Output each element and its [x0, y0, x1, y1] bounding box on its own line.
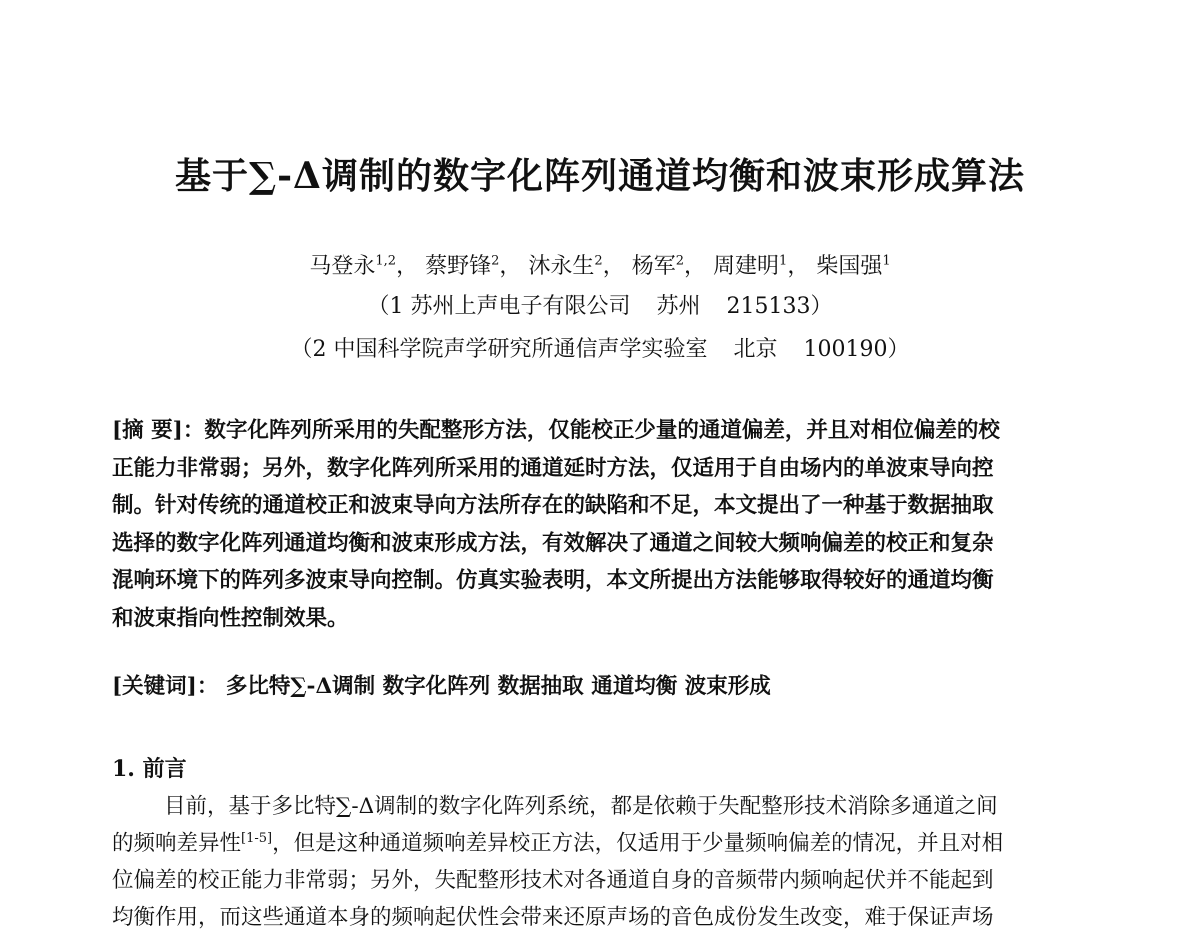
citation-ref: [1-5] — [241, 830, 273, 846]
affiliation-zip: 100190） — [803, 337, 910, 362]
abstract-line: 数字化阵列所采用的失配整形方法，仅能校正少量的通道偏差，并且对相位偏差的校 — [204, 418, 1000, 443]
affiliation-2 — [0, 332, 1200, 363]
affiliation-number: （2 — [290, 337, 327, 362]
body-line: 目前，基于多比特∑-Δ调制的数字化阵列系统，都是依赖于失配整形技术消除多通道之间 — [164, 794, 998, 819]
abstract — [112, 412, 1092, 637]
abstract-line: 正能力非常弱；另外，数字化阵列所采用的通道延时方法，仅适用于自由场内的单波束导向控 — [112, 455, 994, 481]
abstract-label: [摘 要]： — [112, 418, 205, 443]
author-list: 马登永$^{1,2}$， 蔡野锋$^2$， 沐永生$^2$， 杨军$^2$， 周建明$^1$， 柴国强$^1$ — [309, 253, 891, 279]
keywords-label: [关键词]： — [112, 674, 219, 699]
section-heading: 1. 前言 — [112, 756, 187, 782]
author-name: 杨军 — [631, 254, 676, 279]
author-name: 柴国强 — [816, 254, 883, 279]
keyword: 通道均衡 — [591, 674, 678, 699]
body-line: 的频响差异性[1-5]，但是这种通道频响差异校正方法，仅适用于少量频响偏差的情况，并且对相 — [112, 830, 1004, 856]
section-body — [112, 788, 1097, 936]
abstract-line: 制。针对传统的通道校正和波束导向方法所存在的缺陷和不足，本文提出了一种基于数据抽取 — [112, 493, 994, 518]
abstract-line: 混响环境下的阵列多波束导向控制。仿真实验表明，本文所提出方法能够取得较好的通道均衡 — [112, 568, 994, 593]
keyword: 数据抽取 — [497, 674, 584, 699]
keywords — [112, 669, 1092, 700]
paper-title: 基于∑-Δ调制的数字化阵列通道均衡和波束形成算法 — [175, 155, 1025, 197]
keyword: 波束形成 — [684, 674, 771, 699]
keyword: 多比特∑-Δ调制 — [225, 674, 376, 699]
author-name: 沐永生 — [528, 254, 595, 279]
author-name: 马登永 — [309, 254, 376, 279]
affiliation-city: 北京 — [733, 337, 778, 362]
author-affiliation-mark: 1 — [779, 253, 788, 269]
author-name: 周建明 — [713, 254, 780, 279]
affiliation-org: 中国科学院声学研究所通信声学实验室 — [333, 337, 708, 362]
affiliation-zip: 215133） — [726, 294, 833, 319]
author-affiliation-mark: 2 — [491, 253, 500, 269]
abstract-line: 选择的数字化阵列通道均衡和波束形成方法，有效解决了通道之间较大频响偏差的校正和复杂 — [112, 530, 994, 556]
affiliation-city: 苏州 — [656, 294, 701, 319]
affiliation-number: （1 — [367, 294, 404, 319]
body-line: 均衡作用，而这些通道本身的频响起伏性会带来还原声场的音色成份发生改变，难于保证声场 — [112, 905, 994, 930]
keyword: 数字化阵列 — [382, 674, 491, 699]
affiliation-1 — [0, 289, 1200, 320]
author-affiliation-mark: 2 — [675, 253, 684, 269]
body-line: 位偏差的校正能力非常弱；另外，失配整形技术对各通道自身的音频带内频响起伏并不能起到 — [112, 868, 994, 893]
abstract-line: 和波束指向性控制效果。 — [112, 605, 349, 631]
author-name: 蔡野锋 — [425, 254, 492, 279]
affiliation-org: 苏州上声电子有限公司 — [410, 294, 631, 319]
author-affiliation-mark: 1,2 — [375, 253, 397, 269]
author-affiliation-mark: 1 — [882, 253, 891, 269]
author-affiliation-mark: 2 — [594, 253, 603, 269]
